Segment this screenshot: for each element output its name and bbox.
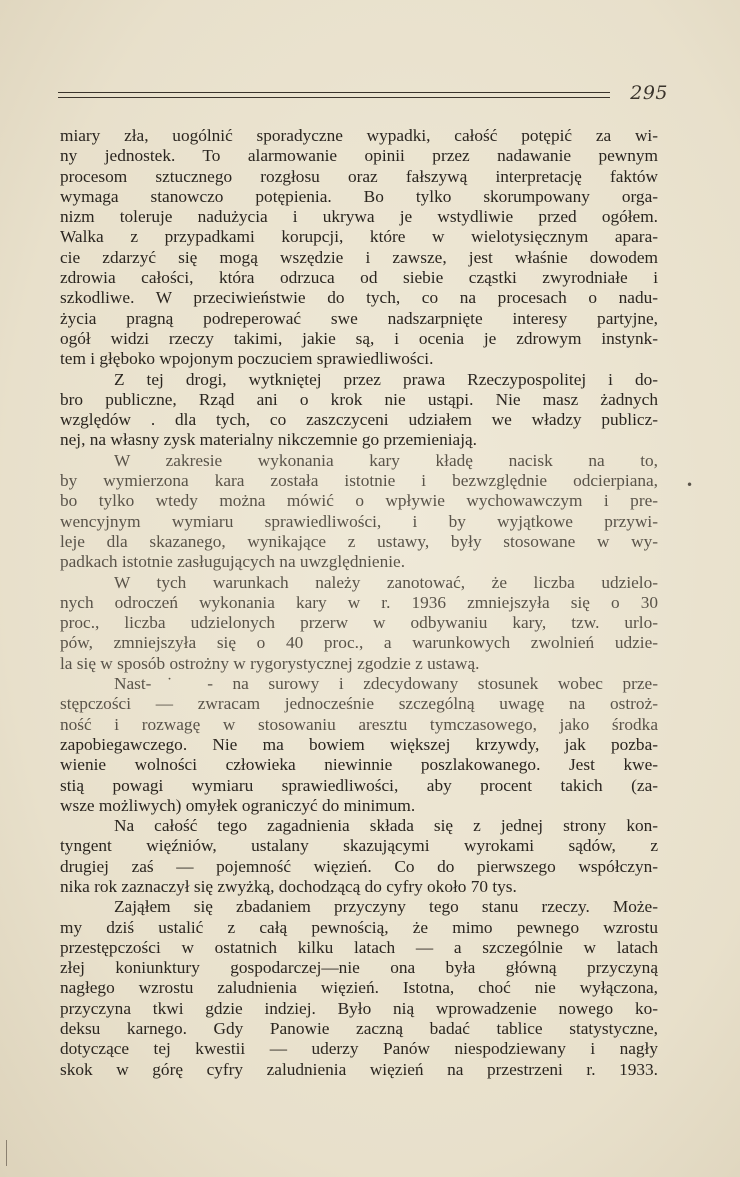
text-line: ność i rozwagę w stosowaniu aresztu tymczasowego, jako środka bbox=[60, 714, 658, 734]
text-line: tem i głęboko wpojonym poczuciem sprawiedliwości. bbox=[60, 349, 434, 369]
text-line: przestępczości w ostatnich kilku latach — a szczególnie w latach bbox=[60, 937, 658, 957]
text-line: Nast-˙ - na surowy i zdecydowany stosunek wobec prze- bbox=[114, 674, 658, 694]
text-line: życia pragną podreperować swe nadszarpnięte interesy partyjne, bbox=[60, 308, 658, 328]
page-number: 295 bbox=[630, 82, 668, 104]
text-line: Z tej drogi, wytkniętej przez prawa Rzeczypospolitej i do- bbox=[114, 369, 658, 389]
text-line: wsze możliwych) omyłek ograniczyć do minimum. bbox=[60, 795, 416, 815]
text-line: deksu karnego. Gdy Panowie zaczną badać tablice statystyczne, bbox=[60, 1019, 658, 1039]
corner-scan-mark bbox=[6, 1140, 10, 1166]
text-line: względów . dla tych, co zaszczyceni udziałem we władzy publicz- bbox=[60, 410, 658, 430]
text-line: złej koniunktury gospodarczej—nie ona była główną przyczyną bbox=[60, 958, 658, 978]
text-line: miary zła, uogólnić sporadyczne wypadki, całość potępić za wi- bbox=[60, 126, 658, 145]
text-line: procesom sztucznego rozgłosu oraz fałszywą interpretację faktów bbox=[60, 166, 658, 186]
text-line: ny jednostek. To alarmowanie opinii przez nadawanie pewnym bbox=[60, 146, 658, 166]
page-header bbox=[58, 84, 668, 110]
text-line: pów, zmniejszyła się o 40 proc., a warunkowych zwolnień udzie- bbox=[60, 633, 658, 653]
text-line: padkach istotnie zasługujących na uwzględnienie. bbox=[60, 552, 406, 572]
text-line: Walka z przypadkami korupcji, które w wielotysięcznym apara- bbox=[60, 227, 658, 247]
text-line: przyczyna tkwi gdzie indziej. Było nią wprowadzenie nowego ko- bbox=[60, 998, 658, 1018]
text-line: nej, na własny zysk materialny nikczemnie go przemieniają. bbox=[60, 430, 477, 450]
text-line: zapobiegawczego. Nie ma bowiem większej krzywdy, jak pozba- bbox=[60, 734, 658, 754]
text-line: skok w górę cyfry zaludnienia więzień na przestrzeni r. 1933. bbox=[60, 1059, 658, 1079]
header-rule-bottom bbox=[58, 97, 610, 98]
text-line: wymaga stanowczo potępienia. Bo tylko skorumpowany orga- bbox=[60, 186, 658, 206]
text-line: Na całość tego zagadnienia składa się z jednej strony kon- bbox=[114, 816, 658, 836]
text-line: stią powagi wymiaru sprawiedliwości, aby procent takich (za- bbox=[60, 775, 658, 795]
text-line: stępczości — zwracam jednocześnie szczególną uwagę na ostroż- bbox=[60, 694, 658, 714]
text-line: szkodliwe. W przeciwieństwie do tych, co na procesach o nadu- bbox=[60, 288, 658, 308]
text-line: nych odroczeń wykonania kary w r. 1936 zmniejszyła się o 30 bbox=[60, 592, 658, 612]
text-line: leje dla skazanego, wynikające z ustawy, były stosowane w wy- bbox=[60, 531, 658, 551]
text-line: W tych warunkach należy zanotować, że liczba udzielo- bbox=[114, 572, 658, 592]
text-line: my dziś ustalić z całą pewnością, że mimo pewnego wzrostu bbox=[60, 917, 658, 937]
text-line: nizm toleruje nadużycia i ukrywa je wstydliwie przed ogółem. bbox=[60, 207, 658, 227]
text-line: bro publiczne, Rząd ani o krok nie ustąpi. Nie masz żadnych bbox=[60, 389, 658, 409]
text-line: nika rok zaznaczył się zwyżką, dochodzącą do cyfry około 70 tys. bbox=[60, 876, 517, 896]
text-line: W zakresie wykonania kary kładę nacisk na to, bbox=[114, 450, 658, 470]
text-line: zdrowia całości, która odrzuca od siebie cząstki zwyrodniałe i bbox=[60, 268, 658, 288]
text-line: tyngent więźniów, ustalany skazującymi wyrokami sądów, z bbox=[60, 836, 658, 856]
text-line: by wymierzona kara została istotnie i bezwzględnie odcierpiana, bbox=[60, 471, 658, 491]
text-line: wencyjnym wymiaru sprawiedliwości, i by wyjątkowe przywi- bbox=[60, 511, 658, 531]
text-line: la się w sposób ostrożny w rygorystycznej zgodzie z ustawą. bbox=[60, 653, 480, 673]
text-line: cie zdarzyć się mogą wszędzie i zawsze, jest właśnie dowodem bbox=[60, 247, 658, 267]
text-line: ogół widzi rzeczy takimi, jakie są, i ocenia je zdrowym instynk- bbox=[60, 328, 658, 348]
text-line: dotyczące tej kwestii — uderzy Panów niespodziewany i nagły bbox=[60, 1039, 658, 1059]
text-line: proc., liczba udzielonych przerw w odbywaniu kary, tzw. urlo- bbox=[60, 613, 658, 633]
text-line: wienie wolności człowieka niewinnie poszlakowanego. Jest kwe- bbox=[60, 755, 658, 775]
text-line: bo tylko wtedy można mówić o wpływie wychowawczym i pre- bbox=[60, 491, 658, 511]
header-rule-top bbox=[58, 92, 610, 93]
margin-mark: • bbox=[686, 478, 694, 492]
text-line: nagłego wzrostu zaludnienia więzień. Istotna, choć nie wyłączona, bbox=[60, 978, 658, 998]
body-text bbox=[60, 126, 658, 1080]
text-line: Zająłem się zbadaniem przyczyny tego stanu rzeczy. Może- bbox=[114, 897, 658, 917]
text-line: drugiej zaś — pojemność więzień. Co do pierwszego współczyn- bbox=[60, 856, 658, 876]
